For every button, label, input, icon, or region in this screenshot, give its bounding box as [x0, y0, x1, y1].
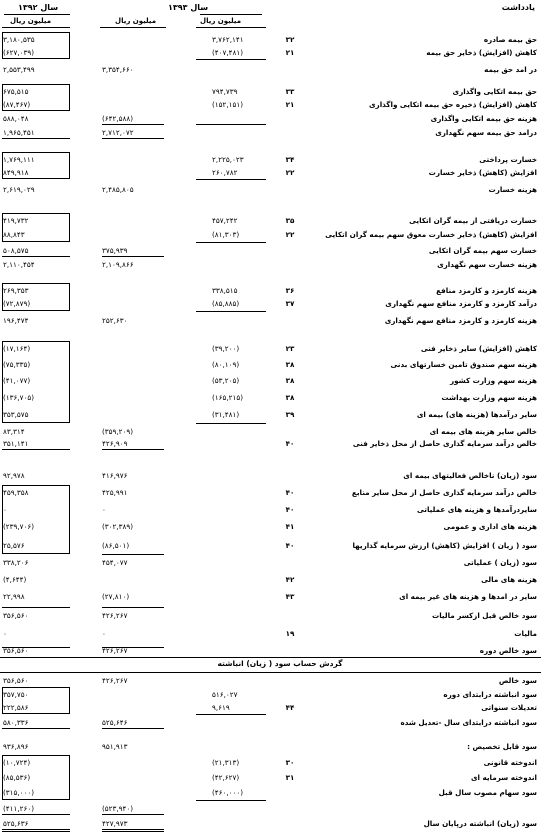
row-label: خسارت سهم بیمه گران اتکایی — [428, 246, 537, 255]
subtotal-rule — [196, 311, 266, 312]
table-row — [0, 284, 541, 297]
row-value-prior: ۳۳۸,۲۰۶ — [3, 558, 29, 567]
unit-underline — [196, 27, 266, 28]
row-value-current-note: ۴۵۷,۲۴۲ — [212, 216, 238, 225]
row-note: ۳۹ — [285, 410, 295, 419]
row-label: خالص درآمد سرمایه گذاری حاصل از محل سایر منابع — [351, 488, 537, 497]
note-column-header: یادداشت — [501, 3, 535, 12]
row-value-current-note: (۸۵,۸۸۵) — [212, 299, 240, 308]
row-value-prior: ۳۵۷,۷۵۰ — [3, 690, 29, 699]
row-label: سود خالص — [498, 676, 537, 685]
table-row — [0, 701, 541, 714]
row-label: سود انباشته درابتدای دوره — [443, 690, 537, 699]
table-row — [0, 437, 541, 450]
row-value-prior: ۲۲۲,۵۸۶ — [3, 703, 29, 712]
table-row — [0, 802, 541, 815]
row-label: درآمد کارمزد و کارمزد منافع سهم نگهداری — [385, 299, 537, 308]
total-double-rule — [2, 831, 70, 832]
row-value-prior: ۱,۷۶۹,۱۱۱ — [3, 155, 35, 164]
row-note: ۳۸ — [285, 376, 295, 385]
section-divider — [0, 672, 541, 673]
row-label: افزایش (کاهش) ذخایر خسارت معوق سهم بیمه گران اتکایی — [325, 230, 537, 239]
row-note: ۳۲ — [285, 35, 295, 44]
table-row — [0, 771, 541, 784]
row-label: در امد حق بیمه — [484, 65, 537, 74]
row-value-prior: ۸۴۹,۹۱۸ — [3, 168, 29, 177]
table-row — [0, 374, 541, 387]
row-value-current-note: ۵۱۶,۰۲۷ — [212, 690, 238, 699]
table-row — [0, 314, 541, 327]
row-value-current-note: (۳۱,۴۸۱) — [212, 410, 240, 419]
row-label: سود (زیان) ناخالص فعالیتهای بیمه ای — [403, 471, 537, 480]
row-value-current-note: ۲,۲۲۵,۰۲۳ — [212, 155, 244, 164]
table-row — [0, 716, 541, 729]
row-note: ۳۷ — [285, 299, 295, 308]
row-label: سود (زیان ) عملیاتی — [463, 558, 537, 567]
row-value-current-note: ۹,۶۱۹ — [212, 703, 230, 712]
table-row — [0, 786, 541, 799]
row-value-prior: ۶۷۵,۵۱۵ — [3, 87, 29, 96]
row-label: سود (زیان) انباشته درپایان سال — [423, 819, 537, 828]
table-row — [0, 644, 541, 657]
year-prior-header: سال ۱۳۹۲ — [18, 3, 59, 12]
row-value-prior: ۲۲,۹۹۸ — [3, 592, 25, 601]
row-value-prior: ۲,۶۱۹,۰۲۹ — [3, 185, 35, 194]
subtotal-rule — [196, 800, 266, 801]
row-value-prior: ۵۲۵,۶۳۶ — [3, 819, 29, 828]
table-row — [0, 503, 541, 516]
row-value-current-note: ۷۹۴,۷۳۹ — [212, 87, 238, 96]
row-label: هزینه کارمزد و کارمزد منافع — [436, 286, 537, 295]
row-note: ۲۲ — [285, 168, 295, 177]
row-label: اندوخته قانونی — [483, 758, 537, 767]
row-label: هزینه سهم صندوق تامین خسارتهای بدنی — [390, 360, 537, 369]
row-value-current: ۴۱۶,۹۷۶ — [102, 471, 128, 480]
row-value-current: (۸۶,۵۰۱) — [102, 541, 130, 550]
row-value-prior: ۲,۵۵۳,۴۹۹ — [3, 65, 35, 74]
table-row — [0, 214, 541, 227]
row-label: هزینه کارمزد و کارمزد منافع سهم نگهداری — [384, 316, 537, 325]
row-value-prior: ۳,۱۸۰,۵۳۵ — [3, 35, 35, 44]
row-note: ۴۰ — [285, 439, 295, 448]
row-note: ۴۰ — [285, 505, 295, 514]
table-row — [0, 244, 541, 257]
row-label: هزینه های اداری و عمومی — [443, 522, 537, 531]
table-row — [0, 112, 541, 125]
table-row — [0, 556, 541, 569]
row-value-prior: ۲۶۹,۳۵۳ — [3, 286, 29, 295]
row-value-prior: (۷۲,۸۷۹) — [3, 299, 31, 308]
header-rule — [4, 14, 70, 15]
row-label: مالیات — [514, 629, 537, 638]
unit-label-current-total: میلیون ریال — [115, 17, 157, 25]
row-note: ۳۸ — [285, 360, 295, 369]
row-value-prior: ۵۸۸,۰۴۸ — [3, 114, 29, 123]
row-value-current: ۳۷۵,۹۳۹ — [102, 246, 128, 255]
row-value-current-note: (۱۵۲,۱۵۱) — [212, 100, 244, 109]
row-value-prior: (۶۲۷,۰۳۹) — [3, 48, 35, 57]
row-value-current-note: (۱۶۵,۲۱۵) — [212, 393, 244, 402]
row-value-prior: ۸۸,۸۴۳ — [3, 230, 25, 239]
row-label: خسارت پرداختی — [479, 155, 537, 164]
row-note: ۴۱ — [285, 522, 295, 531]
row-value-current: ۴۲۶,۹۰۹ — [102, 439, 128, 448]
table-row — [0, 688, 541, 701]
row-value-prior: (۱۰,۷۲۴) — [3, 758, 31, 767]
row-value-current: ۲,۴۸۵,۸۰۵ — [102, 185, 134, 194]
year-current-header: سال ۱۳۹۳ — [168, 3, 209, 12]
subtotal-rule — [102, 607, 164, 608]
row-value-current: ۲,۷۱۲,۰۷۲ — [102, 128, 134, 137]
row-label: هزینه خسارت سهم نگهداری — [437, 260, 537, 269]
row-label: سود قابل تخصیص : — [467, 742, 537, 751]
row-value-current: (۲۷,۸۱۰) — [102, 592, 130, 601]
row-label: هزینه سهم وزارت کشور — [450, 376, 537, 385]
row-label: تعدیلات سنواتی — [481, 703, 537, 712]
table-row — [0, 228, 541, 241]
table-row — [0, 153, 541, 166]
row-label: حق بیمه اتکایی واگذاری — [452, 87, 537, 96]
row-value-current: ۴۲۷,۹۷۳ — [102, 819, 128, 828]
row-value-current-note: (۲۱,۳۱۳) — [212, 758, 240, 767]
table-row — [0, 590, 541, 603]
row-label: خالص درآمد سرمایه گذاری حاصل از محل ذخایر فنی — [352, 439, 537, 448]
row-value-prior: ۵۸۰,۳۳۶ — [3, 718, 29, 727]
row-note: ۳۰ — [285, 758, 295, 767]
table-row — [0, 756, 541, 769]
row-note: ۴۲ — [285, 575, 295, 584]
row-value-current-note: ۲۶۰,۷۸۲ — [212, 168, 238, 177]
row-value-current: ۰ — [102, 505, 106, 514]
table-row — [0, 674, 541, 687]
row-note: ۴۳ — [285, 592, 295, 601]
row-value-prior: (۸۷,۴۶۷) — [3, 100, 31, 109]
row-note: ۳۴ — [285, 155, 295, 164]
row-value-prior: ۱۹۶,۴۷۴ — [3, 316, 29, 325]
row-value-prior: ۳۵۶,۵۶۰ — [3, 676, 29, 685]
row-value-prior: ۴۱۹,۷۳۲ — [3, 216, 29, 225]
row-value-prior: ۸۳,۳۱۴ — [3, 427, 25, 436]
row-note: ۱۹ — [285, 629, 295, 638]
row-value-prior: ۹۲,۹۷۸ — [3, 471, 25, 480]
row-note: ۳۳ — [285, 87, 295, 96]
row-label: هزینه سهم وزارت بهداشت — [441, 393, 537, 402]
row-label: هزینه خسارت — [488, 185, 537, 194]
row-value-current: (۶۴۲,۵۸۸) — [102, 114, 134, 123]
row-value-prior: (۳۱۵,۰۰۰) — [3, 788, 35, 797]
row-label: هزینه های مالی — [481, 575, 537, 584]
unit-label-current-note: میلیون ریال — [200, 17, 242, 25]
row-note: ۴۴ — [285, 703, 295, 712]
row-value-current-note: (۴۰۷,۴۸۱) — [212, 48, 244, 57]
row-value-prior: (۴۱,۰۷۷) — [3, 376, 31, 385]
subtotal-rule — [102, 554, 164, 555]
row-value-current: ۲۵۲,۶۳۰ — [102, 316, 128, 325]
row-value-prior: ۰ — [3, 505, 7, 514]
row-note: ۳۸ — [285, 393, 295, 402]
table-row — [0, 342, 541, 355]
table-row — [0, 183, 541, 196]
table-row — [0, 85, 541, 98]
row-note: ۳۵ — [285, 216, 295, 225]
row-label: سایر در امدها و هزینه های غیر بیمه ای — [399, 592, 537, 601]
row-value-current: ۰ — [102, 629, 106, 638]
row-note: ۴۰ — [285, 488, 295, 497]
row-value-prior: ۱,۹۶۵,۴۵۱ — [3, 128, 35, 137]
row-value-current: ۴۵۴,۰۷۷ — [102, 558, 128, 567]
table-row — [0, 539, 541, 552]
row-value-current: ۴۲۶,۲۶۷ — [102, 646, 128, 655]
row-value-current-note: (۳۹,۲۰۰) — [212, 344, 240, 353]
row-note: ۴۰ — [285, 541, 295, 550]
unit-underline — [100, 27, 166, 28]
subtotal-rule — [196, 59, 266, 60]
row-label: کاهش (افزایش) ذخایر حق بیمه — [426, 48, 537, 57]
row-value-current: ۴۲۶,۲۶۷ — [102, 611, 128, 620]
row-value-prior: (۸۵,۵۳۶) — [3, 773, 31, 782]
unit-label-prior: میلیون ریال — [10, 17, 52, 25]
row-value-prior: (۴,۶۴۴) — [3, 575, 27, 584]
row-value-current-note: ۳۳۸,۵۱۵ — [212, 286, 238, 295]
row-value-current: ۵۲۵,۶۴۶ — [102, 718, 128, 727]
row-label: سود ( زیان ) افزایش (کاهش) ارزش سرمایه گذاریها — [352, 541, 537, 550]
table-row — [0, 740, 541, 753]
row-label: افزایش (کاهش) ذخایر خسارت — [428, 168, 537, 177]
row-value-prior: (۱۳۶,۷۰۵) — [3, 393, 35, 402]
table-row — [0, 46, 541, 59]
subtotal-rule — [196, 423, 266, 424]
table-row — [0, 391, 541, 404]
row-label: سایردرآمدها و هزینه های عملیاتی — [417, 505, 537, 514]
table-row — [0, 126, 541, 139]
row-value-current-note: (۴۲,۶۲۷) — [212, 773, 240, 782]
row-note: ۲۲ — [285, 230, 295, 239]
row-value-prior: ۳۵۳,۵۷۵ — [3, 410, 29, 419]
subtotal-rule — [196, 242, 266, 243]
row-value-prior: (۷۵,۳۳۵) — [3, 360, 31, 369]
row-label: حق بیمه صادره — [483, 35, 537, 44]
row-value-current: ۲,۱۰۹,۸۶۶ — [102, 260, 134, 269]
table-row — [0, 297, 541, 310]
row-value-prior: ۵۰۸,۵۷۵ — [3, 246, 29, 255]
section2-title: گردش حساب سود ( زیان) انباشته — [217, 659, 343, 668]
row-value-prior: ۲,۱۱۰,۴۵۴ — [3, 260, 35, 269]
table-row — [0, 486, 541, 499]
table-row — [0, 166, 541, 179]
row-label: سود سهام مصوب سال قبل — [438, 788, 537, 797]
row-value-current: ۴۲۶,۲۶۷ — [102, 676, 128, 685]
section-divider — [0, 657, 541, 658]
row-value-prior: (۴۱۱,۲۶۰) — [3, 804, 35, 813]
row-label: سود انباشته درابتدای سال -تعدیل شده — [400, 718, 537, 727]
row-note: ۳۶ — [285, 286, 295, 295]
row-value-current-note: ۳,۷۶۲,۱۴۱ — [212, 35, 244, 44]
table-row — [0, 520, 541, 533]
table-row — [0, 573, 541, 586]
row-value-current-note: (۸۰,۱۰۹) — [212, 360, 240, 369]
row-note: ۲۳ — [285, 344, 295, 353]
row-value-prior: ۲۵,۵۷۶ — [3, 541, 25, 550]
row-note: ۲۱ — [285, 48, 295, 57]
row-note: ۲۱ — [285, 100, 295, 109]
total-double-rule — [102, 831, 164, 832]
subtotal-rule — [196, 714, 266, 715]
header-rule — [200, 14, 262, 15]
row-value-prior: ۰ — [3, 629, 7, 638]
row-value-prior: ۹۳۶,۸۹۶ — [3, 742, 29, 751]
row-label: کاهش (افزایش) سایر ذخایر فنی — [420, 344, 537, 353]
row-value-current: ۴۲۵,۹۹۱ — [102, 488, 128, 497]
row-label: اندوخته سرمایه ای — [470, 773, 537, 782]
row-label: خسارت دریافتی از بیمه گران اتکایی — [409, 216, 537, 225]
table-row — [0, 817, 541, 830]
row-label: سود خالص قبل ازکسر مالیات — [432, 611, 537, 620]
row-note: ۳۱ — [285, 773, 295, 782]
row-label: هزینه حق بیمه اتکایی واگذاری — [430, 114, 537, 123]
row-label: سود خالص دوره — [479, 646, 537, 655]
table-row — [0, 33, 541, 46]
table-row — [0, 609, 541, 622]
subtotal-rule — [2, 607, 70, 608]
row-value-prior: ۳۵۶,۵۶۰ — [3, 611, 29, 620]
table-row — [0, 358, 541, 371]
row-label: درامد حق بیمه سهم نگهداری — [435, 128, 537, 137]
row-value-current-note: (۴۶۰,۰۰۰) — [212, 788, 244, 797]
row-value-current: (۵۲۳,۹۴۰) — [102, 804, 134, 813]
row-label: سایر درآمدها (هزینه های) بیمه ای — [416, 410, 537, 419]
table-row — [0, 408, 541, 421]
row-value-current: ۳,۳۵۴,۶۶۰ — [102, 65, 134, 74]
row-value-current: (۳۰۲,۳۸۹) — [102, 522, 134, 531]
subtotal-rule — [196, 179, 266, 180]
table-row — [0, 63, 541, 76]
row-value-current: (۳۵۹,۲۰۹) — [102, 427, 134, 436]
row-value-prior: ۳۵۶,۵۶۰ — [3, 646, 29, 655]
row-value-current-note: (۵۳,۲۰۵) — [212, 376, 240, 385]
unit-underline — [2, 27, 70, 28]
table-row — [0, 98, 541, 111]
row-value-prior: (۲۳۹,۷۰۶) — [3, 522, 35, 531]
table-row — [0, 627, 541, 640]
table-row — [0, 258, 541, 271]
table-row — [0, 469, 541, 482]
row-value-prior: (۱۷,۱۶۴) — [3, 344, 31, 353]
row-value-prior: ۴۵۹,۳۵۸ — [3, 488, 29, 497]
row-value-current-note: (۸۱,۳۰۳) — [212, 230, 240, 239]
row-label: خالص سایر هزینه های بیمه ای — [429, 427, 537, 436]
row-label: کاهش (افزایش) ذخیره حق بیمه اتکایی واگذاری — [368, 100, 537, 109]
row-value-prior: ۳۵۱,۱۴۱ — [3, 439, 29, 448]
row-value-current: ۹۵۱,۹۱۳ — [102, 742, 128, 751]
